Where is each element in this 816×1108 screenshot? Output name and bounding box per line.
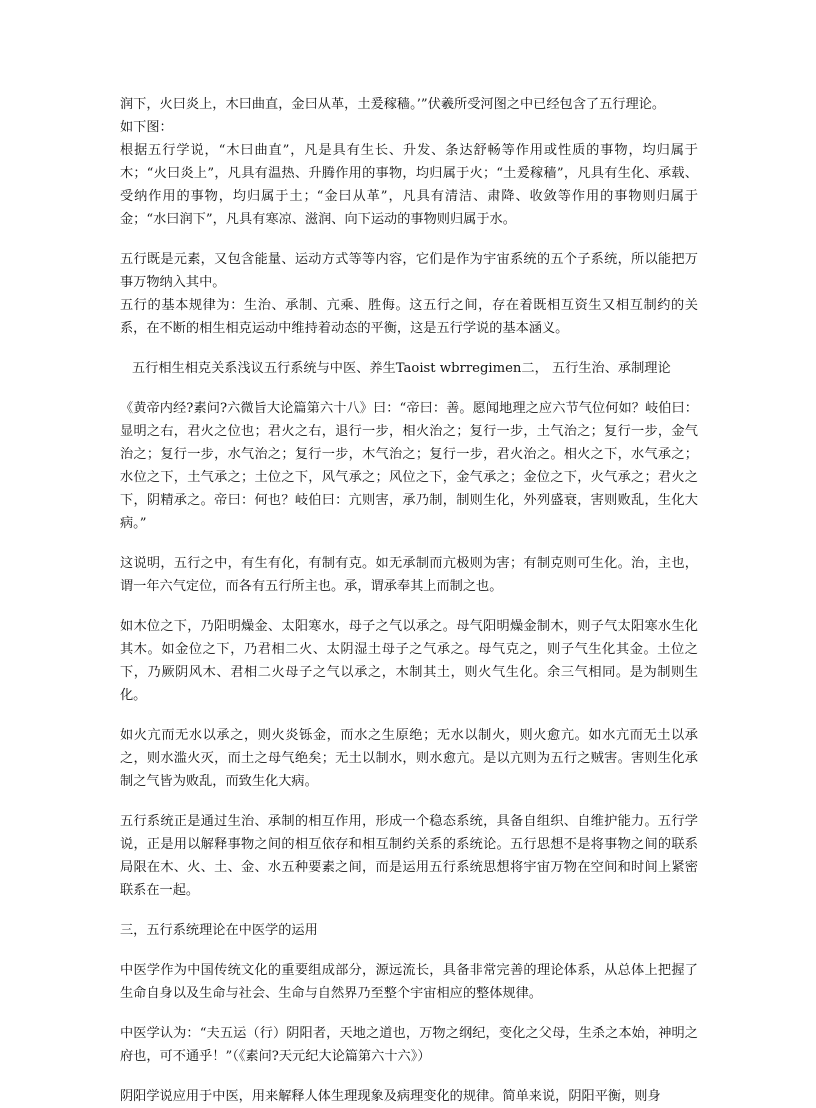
section-heading-tcm-application: 三，五行系统理论在中医学的运用 <box>120 923 318 938</box>
section-title-generation-control: 五行相生相克关系浅议五行系统与中医、养生Taoist wbrregimen二， 五行生治、承制理论 <box>132 361 671 376</box>
paragraph-system-summary: 五行系统正是通过生治、承制的相互作用，形成一个稳态系统，具备自组织、自维护能力。五行学说，正是用以解释事物之间的相互依存和相互制约关系的系统论。五行思想不是将事物之间的联系局限在木、火、土、金、水五种要素之间，而是运用五行系统思想将宇宙万物在空间和时间上紧密联系在一起。 <box>120 814 698 898</box>
paragraph-five-elements-definition: 五行既是元素，又包含能量、运动方式等等内容，它们是作为宇宙系统的五个子系统，所以能把万事万物纳入其中。 <box>120 252 698 290</box>
paragraph-explanation: 这说明，五行之中，有生有化，有制有克。如无承制而亢极则为害；有制克则可生化。治，主也，谓一年六气定位，而各有五行所主也。承，谓承奉其上而制之也。 <box>120 556 698 594</box>
paragraph-fire-water-example: 如火亢而无水以承之，则火炎铄金，而水之生原绝；无水以制火，则火愈亢。如水亢而无土以承之，则水滥火灭，而土之母气绝矣；无土以制水，则水愈亢。是以亢则为五行之贼害。害则生化承制之气皆为败乱，而致生化大病。 <box>120 728 698 789</box>
paragraph-tcm-quote: 中医学认为：“夫五运（行）阴阳者，天地之道也，万物之纲纪，变化之父母，生杀之本始，神明之府也，可不通乎！”（《素问?天元纪大论篇第六十六》） <box>120 1026 698 1064</box>
paragraph-tcm-overview: 中医学作为中国传统文化的重要组成部分，源远流长，具备非常完善的理论体系，从总体上把握了生命自身以及生命与社会、生命与自然界乃至整个宇宙相应的整体规律。 <box>120 963 698 1001</box>
document-body <box>120 93 698 1108</box>
paragraph-neijing-quote: 《黄帝内经?素问?六微旨大论篇第六十八》曰：“帝曰：善。愿闻地理之应六节气位何如？岐伯曰：显明之右，君火之位也；君火之右，退行一步，相火治之；复行一步，土气治之；复行一步，金气治之；复行一步，水气治之；复行一步，木气治之；复行一步，君火治之。相火之下，水气承之；水位之下，土气承之；土位之下，风气承之；风位之下，金气承之；金位之下，火气承之；君火之下，阴精承之。帝曰：何也？岐伯曰：亢则害，承乃制，制则生化，外列盛衰，害则败乱，生化大病。” <box>120 401 698 531</box>
paragraph-five-elements-attributes: 根据五行学说，“木曰曲直”，凡是具有生长、升发、条达舒畅等作用或性质的事物，均归属于木；“火曰炎上”，凡具有温热、升腾作用的事物，均归属于火；“土爰稼穑”，凡具有生化、承载、受纳作用的事物，均归属于土；“金曰从革”，凡具有清洁、肃降、收敛等作用的事物则归属于金；“水曰润下”，凡具有寒凉、滋润、向下运动的事物则归属于水。 <box>120 143 698 227</box>
paragraph-basic-laws: 五行的基本规律为：生治、承制、亢乘、胜侮。这五行之间，存在着既相互资生又相互制约的关系，在不断的相生相克运动中维持着动态的平衡，这是五行学说的基本涵义。 <box>120 298 698 336</box>
paragraph-figure-caption: 如下图： <box>120 120 173 135</box>
paragraph-intro-continuation: 润下，火曰炎上，木曰曲直，金曰从革，土爰稼穑。’”伏羲所受河图之中已经包含了五行理论。 <box>120 97 666 112</box>
paragraph-wood-metal-example: 如木位之下，乃阳明燥金、太阳寒水，母子之气以承之。母气阳明燥金制木，则子气太阳寒水生化其木。如金位之下，乃君相二火、太阴湿土母子之气承之。母气克之，则子气生化其金。土位之下，乃厥阴风木、君相二火母子之气以承之，木制其土，则火气生化。余三气相同。是为制则生化。 <box>120 619 698 703</box>
paragraph-yin-yang: 阴阳学说应用于中医，用来解释人体生理现象及病理变化的规律。简单来说，阴阳平衡，则身 <box>120 1089 661 1104</box>
